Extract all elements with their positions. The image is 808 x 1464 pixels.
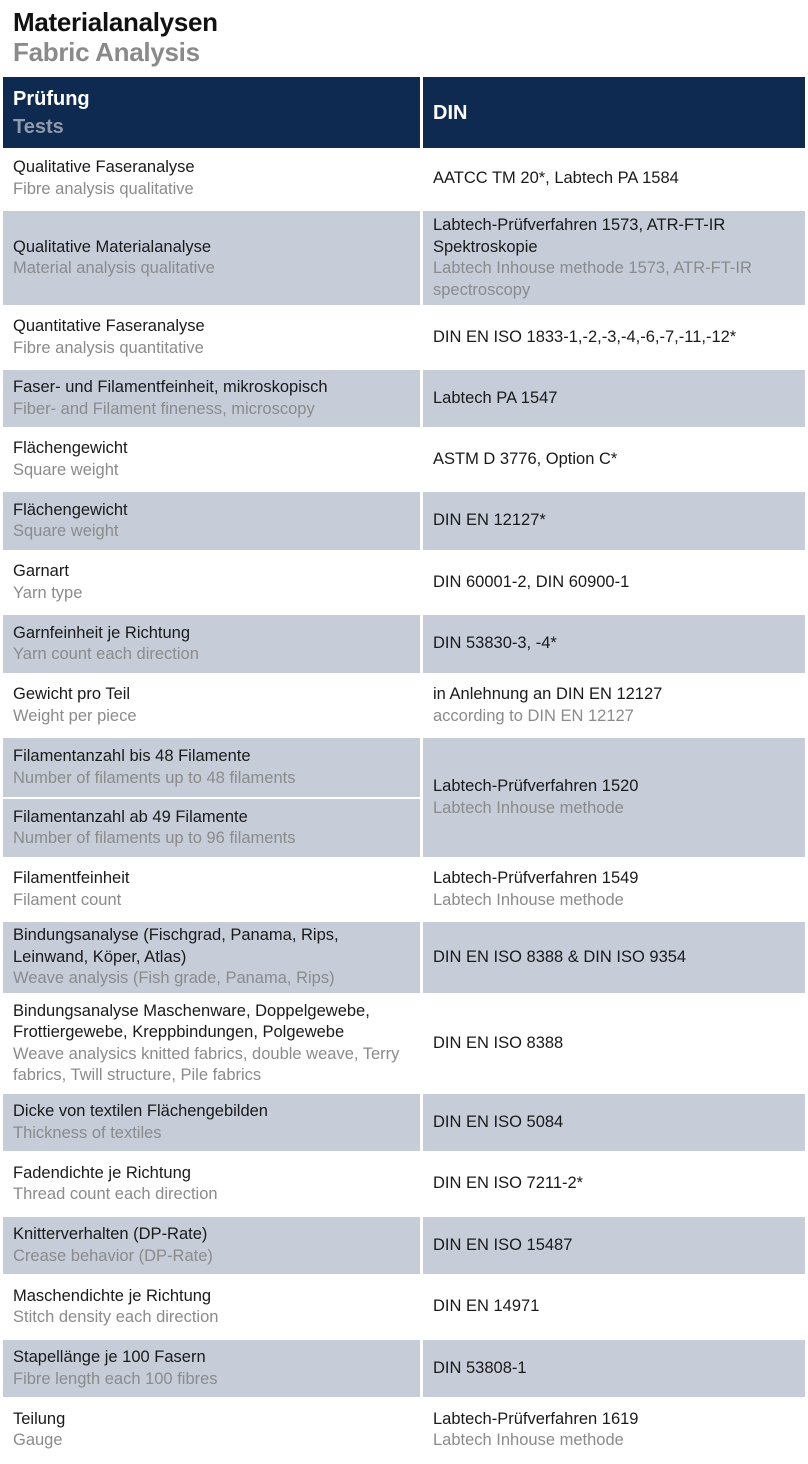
test-cell: [3, 675, 423, 738]
test-cell: [3, 1340, 423, 1399]
test-name-en: Fibre analysis qualitative: [13, 179, 194, 198]
din-cell: [423, 148, 805, 211]
test-name-en: Crease behavior (DP-Rate): [13, 1246, 213, 1265]
din-cell: [423, 429, 805, 492]
table-row: [3, 675, 805, 738]
analysis-table: [3, 77, 805, 1463]
table-row: [3, 922, 805, 995]
din-de: Labtech-Prüfverfahren 1520: [433, 777, 639, 795]
din-de: Labtech-Prüfverfahren 1573, ATR-FT-IR Spektroskopie: [433, 216, 726, 256]
header-tests: [3, 77, 423, 148]
din-de: DIN 53808-1: [433, 1358, 527, 1377]
test-name-en: Thickness of textiles: [13, 1123, 162, 1142]
header-tests-en: Tests: [13, 115, 64, 138]
test-name-de: Garnfeinheit je Richtung: [13, 623, 191, 642]
din-cell: [423, 738, 805, 859]
din-de: DIN EN ISO 1833-1,-2,-3,-4,-6,-7,-11,-12*: [433, 327, 737, 346]
din-de: DIN EN 12127*: [433, 511, 546, 530]
din-cell: [423, 552, 805, 615]
din-cell: [423, 995, 805, 1094]
test-name-de: Teilung: [13, 1409, 66, 1428]
test-name-en: Yarn type: [13, 583, 83, 602]
page-subtitle: Fabric Analysis: [13, 37, 200, 67]
test-name-de: Quantitative Faseranalyse: [13, 317, 205, 335]
test-name-en: Filament count: [13, 890, 122, 909]
din-de: AATCC TM 20*, Labtech PA 1584: [433, 168, 679, 187]
test-cell: [3, 615, 423, 675]
din-de: DIN EN ISO 8388: [433, 1033, 564, 1052]
table-row: [3, 492, 805, 552]
test-name-en: Gauge: [13, 1431, 63, 1449]
table-row: [3, 859, 805, 922]
test-name-en: Material analysis qualitative: [13, 259, 215, 277]
test-cell: [3, 1276, 423, 1340]
test-name-en: Square weight: [13, 522, 119, 540]
test-name-en: Fiber- and Filament fineness, microscopy: [13, 399, 315, 418]
test-name-de: Bindungsanalyse Maschenware, Doppelgewebe, Frottiergewebe, Kreppbindungen, Polgewebe: [13, 1001, 370, 1041]
test-name-en: Stitch density each direction: [13, 1308, 219, 1326]
table-row: [3, 211, 805, 307]
din-de: DIN EN ISO 8388 & DIN ISO 9354: [433, 947, 687, 966]
test-name-en: Fibre length each 100 fibres: [13, 1369, 218, 1388]
test-cell: [3, 922, 423, 995]
din-cell: [423, 307, 805, 370]
table-row: [3, 552, 805, 615]
test-cell: [3, 1399, 423, 1463]
test-cell: [3, 799, 423, 859]
test-cell: [3, 1094, 423, 1153]
test-name-en: Thread count each direction: [13, 1185, 218, 1203]
din-cell: [423, 1094, 805, 1153]
table-row: [3, 1340, 805, 1399]
test-name-de: Knitterverhalten (DP-Rate): [13, 1225, 208, 1243]
din-de: DIN EN ISO 5084: [433, 1112, 564, 1131]
header-din: DIN: [423, 77, 805, 148]
test-cell: [3, 148, 423, 211]
din-cell: [423, 1217, 805, 1276]
table-row: [3, 370, 805, 429]
test-cell: [3, 859, 423, 922]
test-name-de: Qualitative Materialanalyse: [13, 237, 212, 256]
din-cell: [423, 1276, 805, 1340]
test-name-en: Yarn count each direction: [13, 645, 199, 663]
test-name-de: Filamentfeinheit: [13, 869, 130, 887]
din-cell: [423, 492, 805, 552]
table-row: [3, 1094, 805, 1153]
din-de: Labtech-Prüfverfahren 1619: [433, 1409, 639, 1428]
din-cell: [423, 370, 805, 429]
test-name-de: Filamentanzahl bis 48 Filamente: [13, 747, 251, 765]
din-cell: [423, 1153, 805, 1217]
test-name-de: Maschendichte je Richtung: [13, 1286, 212, 1305]
test-name-en: Weave analysis (Fish grade, Panama, Rips): [13, 969, 335, 988]
test-cell: [3, 307, 423, 370]
header-tests-de: Prüfung: [13, 87, 90, 110]
din-cell: [423, 1340, 805, 1399]
din-en: Labtech Inhouse methode: [433, 1431, 624, 1449]
test-cell: [3, 1217, 423, 1276]
test-name-en: Square weight: [13, 460, 119, 479]
din-en: according to DIN EN 12127: [433, 706, 634, 725]
test-name-de: Gewicht pro Teil: [13, 685, 131, 703]
din-cell: [423, 211, 805, 307]
table-row: [3, 995, 805, 1094]
test-name-de: Garnart: [13, 562, 69, 580]
table-row: [3, 1217, 805, 1276]
page-title-block: [0, 0, 808, 70]
test-cell: [3, 492, 423, 552]
din-cell: [423, 1399, 805, 1463]
din-cell: [423, 922, 805, 995]
table-row: [3, 1153, 805, 1217]
test-name-de: Qualitative Faseranalyse: [13, 158, 195, 176]
din-de: Labtech PA 1547: [433, 388, 558, 407]
din-de: in Anlehnung an DIN EN 12127: [433, 685, 663, 703]
table-row: [3, 148, 805, 211]
test-name-de: Dicke von textilen Flächengebilden: [13, 1102, 268, 1120]
test-name-en: Weave analysics knitted fabrics, double weave, Terry fabrics, Twill structure, Pile fabrics: [13, 1044, 400, 1084]
din-de: DIN EN ISO 15487: [433, 1235, 573, 1254]
table-header-row: [3, 77, 805, 148]
table-row: [3, 1399, 805, 1463]
test-cell: [3, 211, 423, 307]
din-de: DIN EN 14971: [433, 1297, 540, 1316]
din-cell: [423, 615, 805, 675]
din-en: Labtech Inhouse methode: [433, 890, 624, 909]
test-cell: [3, 552, 423, 615]
test-name-en: Weight per piece: [13, 706, 137, 725]
test-cell: [3, 995, 423, 1094]
din-de: DIN 60001-2, DIN 60900-1: [433, 572, 630, 591]
test-name-de: Bindungsanalyse (Fischgrad, Panama, Rips, Leinwand, Köper, Atlas): [13, 926, 339, 966]
din-cell: [423, 859, 805, 922]
test-name-de: Fadendichte je Richtung: [13, 1163, 191, 1182]
table-row: [3, 1276, 805, 1340]
din-cell: [423, 675, 805, 738]
test-name-en: Fibre analysis quantitative: [13, 338, 204, 357]
test-name-de: Faser- und Filamentfeinheit, mikroskopisch: [13, 378, 328, 396]
din-de: DIN EN ISO 7211-2*: [433, 1174, 584, 1193]
din-de: DIN 53830-3, -4*: [433, 634, 557, 653]
table-row: [3, 738, 805, 799]
test-cell: [3, 429, 423, 492]
din-en: Labtech Inhouse methode: [433, 798, 624, 817]
din-en: Labtech Inhouse methode 1573, ATR-FT-IR spectroscopy: [433, 259, 752, 299]
table-row: [3, 615, 805, 675]
test-name-en: Number of filaments up to 48 filaments: [13, 768, 296, 787]
test-cell: [3, 1153, 423, 1217]
test-cell: [3, 370, 423, 429]
table-row: [3, 307, 805, 370]
din-de: ASTM D 3776, Option C*: [433, 449, 618, 468]
page-title: Materialanalysen: [13, 7, 218, 37]
table-row: [3, 429, 805, 492]
din-de: Labtech-Prüfverfahren 1549: [433, 869, 639, 887]
test-name-en: Number of filaments up to 96 filaments: [13, 829, 296, 847]
test-name-de: Flächengewicht: [13, 500, 128, 519]
test-name-de: Filamentanzahl ab 49 Filamente: [13, 807, 248, 826]
test-name-de: Stapellänge je 100 Fasern: [13, 1348, 206, 1366]
test-name-de: Flächengewicht: [13, 439, 128, 457]
test-cell: [3, 738, 423, 799]
